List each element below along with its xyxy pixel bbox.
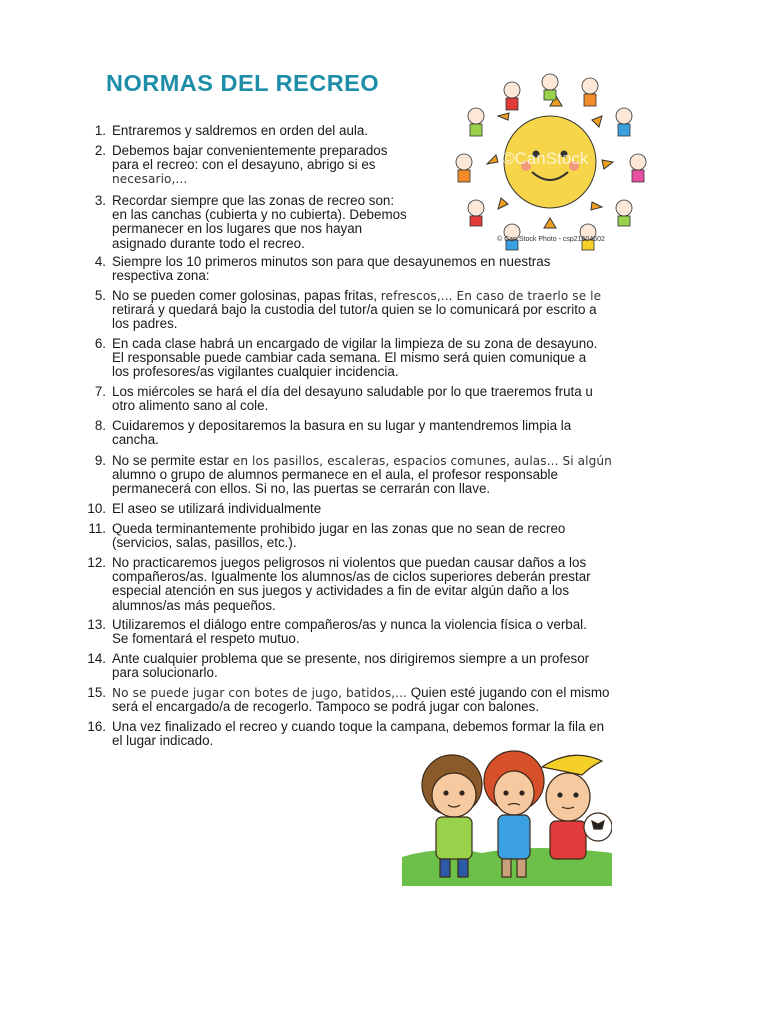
- rule-number: 11.: [88, 521, 106, 536]
- rule-text-line: los padres.: [112, 316, 178, 332]
- rule-text: [107, 385, 593, 413]
- rule-text-line: en las canchas (cubierta y no cubierta). Debemos: [112, 207, 407, 223]
- rule-number: 4.: [94, 254, 106, 269]
- rule-text-line: Utilizaremos el diálogo entre compañeros/as y nunca la violencia física o verbal.: [112, 617, 587, 632]
- rule-number: 2.: [94, 143, 106, 158]
- rule-number: 6.: [94, 336, 106, 351]
- rule-item: [84, 144, 387, 187]
- rule-text: [107, 144, 387, 187]
- rule-text-line: compañeros/as. Igualmente los alumnos/as de ciclos superiores deberán prestar: [112, 569, 591, 585]
- rule-text-line: retirará y quedará bajo la custodia del tutor/a quien se lo comunicará por escrito a: [112, 302, 597, 318]
- rule-item: [84, 385, 593, 413]
- rule-number: 14.: [87, 651, 106, 666]
- page-title: NORMAS DEL RECREO: [106, 70, 380, 96]
- rule-text-line: los profesores/as vigilantes cualquier incidencia.: [112, 364, 399, 380]
- rule-item: [84, 502, 321, 516]
- watermark-text: ©CanStock: [502, 149, 589, 168]
- rule-text-line: para solucionarlo.: [112, 665, 218, 681]
- rule-text: [107, 255, 550, 283]
- rule-number: 1.: [94, 123, 106, 138]
- rule-text-line: Queda terminantemente prohibido jugar en las zonas que no sean de recreo: [112, 521, 566, 536]
- rule-text-line: (servicios, salas, pasillos, etc.).: [112, 535, 297, 551]
- rule-text: [107, 522, 565, 550]
- rule-item: [84, 556, 591, 613]
- rule-item: [84, 618, 587, 646]
- rule-text-line: Los miércoles se hará el día del desayuno saludable por lo que traeremos fruta u: [112, 384, 593, 399]
- rule-text-line: En cada clase habrá un encargado de vigilar la limpieza de su zona de desayuno.: [112, 336, 598, 351]
- rule-number: 15.: [87, 685, 106, 700]
- rule-text-line: No se pueden comer golosinas, papas fritas,: [112, 288, 381, 303]
- rule-text-line: El responsable puede cambiar cada semana. El mismo será quien comunique a: [112, 350, 587, 366]
- rule-item: [84, 289, 601, 332]
- photo-credit: © Can Stock Photo - csp21604602: [497, 236, 605, 243]
- rule-number: 7.: [94, 384, 106, 399]
- rule-text: [107, 618, 587, 646]
- rule-text-line: asignado durante todo el recreo.: [112, 235, 305, 251]
- rule-item: [84, 419, 571, 447]
- rule-text-line: No practicaremos juegos peligrosos ni violentos que puedan causar daños a los: [112, 555, 587, 570]
- rule-text: [107, 454, 612, 497]
- rule-text: [107, 289, 601, 332]
- rule-item: [84, 652, 589, 680]
- rule-text-line: Quien esté jugando con el mismo: [407, 685, 610, 700]
- rule-text-line: Recordar siempre que las zonas de recreo son:: [112, 193, 395, 208]
- rule-text-line: Ante cualquier problema que se presente, nos dirigiremos siempre a un profesor: [112, 651, 590, 666]
- rule-text-line: especial atención en sus juegos y actividades a fin de evitar algún daño a los: [112, 583, 570, 599]
- rule-item: [84, 255, 550, 283]
- rule-text: [107, 556, 591, 613]
- rule-text-line: Se fomentará el respeto mutuo.: [112, 631, 300, 647]
- rule-text-line: el lugar indicado.: [112, 733, 214, 749]
- rule-number: 10.: [87, 501, 106, 516]
- rule-item: [84, 194, 407, 251]
- rule-item: [84, 454, 612, 497]
- rule-text: [107, 502, 321, 516]
- rule-number: 8.: [94, 418, 106, 433]
- rule-text: [107, 419, 571, 447]
- rule-text-line: No se permite estar: [112, 453, 229, 468]
- rule-item: [84, 686, 609, 714]
- rule-text-line: necesario,...: [112, 172, 188, 187]
- rule-number: 13.: [87, 617, 106, 632]
- rule-item: [84, 337, 597, 380]
- rule-text-line: Debemos bajar convenientemente preparados: [112, 143, 388, 158]
- rule-text-line: El aseo se utilizará individualmente: [112, 501, 322, 516]
- rule-number: 12.: [87, 555, 106, 570]
- rule-text: [107, 194, 407, 251]
- rule-text-line: alumno o grupo de alumnos permanece en el aula, el profesor responsable: [112, 467, 558, 483]
- rule-number: 9.: [94, 453, 106, 468]
- rule-text: [107, 686, 609, 714]
- kids-illustration: [402, 737, 612, 886]
- rule-text-line: en los pasillos, escaleras, espacios comunes, aulas... Si algún: [228, 454, 612, 468]
- rule-text: [107, 652, 589, 680]
- rule-number: 3.: [94, 193, 106, 208]
- rule-text: [107, 337, 597, 380]
- rule-item: [84, 522, 565, 550]
- rule-text-line: Entraremos y saldremos en orden del aula.: [112, 123, 369, 138]
- rule-number: 16.: [87, 719, 106, 734]
- rule-text-line: Siempre los 10 primeros minutos son para que desayunemos en nuestras: [112, 254, 551, 269]
- rule-text-line: alumnos/as más pequeños.: [112, 597, 276, 613]
- sun-children-illustration: [452, 72, 652, 252]
- rule-text-line: para el recreo: con el desayuno, abrigo si es: [112, 157, 376, 173]
- rule-text-line: Una vez finalizado el recreo y cuando toque la campana, debemos formar la fila en: [112, 719, 605, 734]
- rule-text-line: permanecerá con ellos. Si no, las puertas se cerrarán con llave.: [112, 481, 491, 497]
- rule-text-line: refrescos,... En caso de traerlo se le: [380, 289, 602, 303]
- rule-number: 5.: [94, 288, 106, 303]
- rule-text-line: otro alimento sano al cole.: [112, 398, 269, 414]
- rule-text: [107, 124, 368, 138]
- rule-text-line: No se puede jugar con botes de jugo, batidos,...: [112, 686, 408, 700]
- rule-text-line: cancha.: [112, 432, 159, 448]
- rule-text-line: permanecer en los lugares que nos hayan: [112, 221, 363, 237]
- rule-item: [84, 124, 368, 138]
- rule-text-line: será el encargado/a de recogerlo. Tampoco se podrá jugar con balones.: [112, 699, 540, 715]
- rule-text-line: Cuidaremos y depositaremos la basura en su lugar y mantendremos limpia la: [112, 418, 572, 433]
- rule-text-line: respectiva zona:: [112, 268, 210, 284]
